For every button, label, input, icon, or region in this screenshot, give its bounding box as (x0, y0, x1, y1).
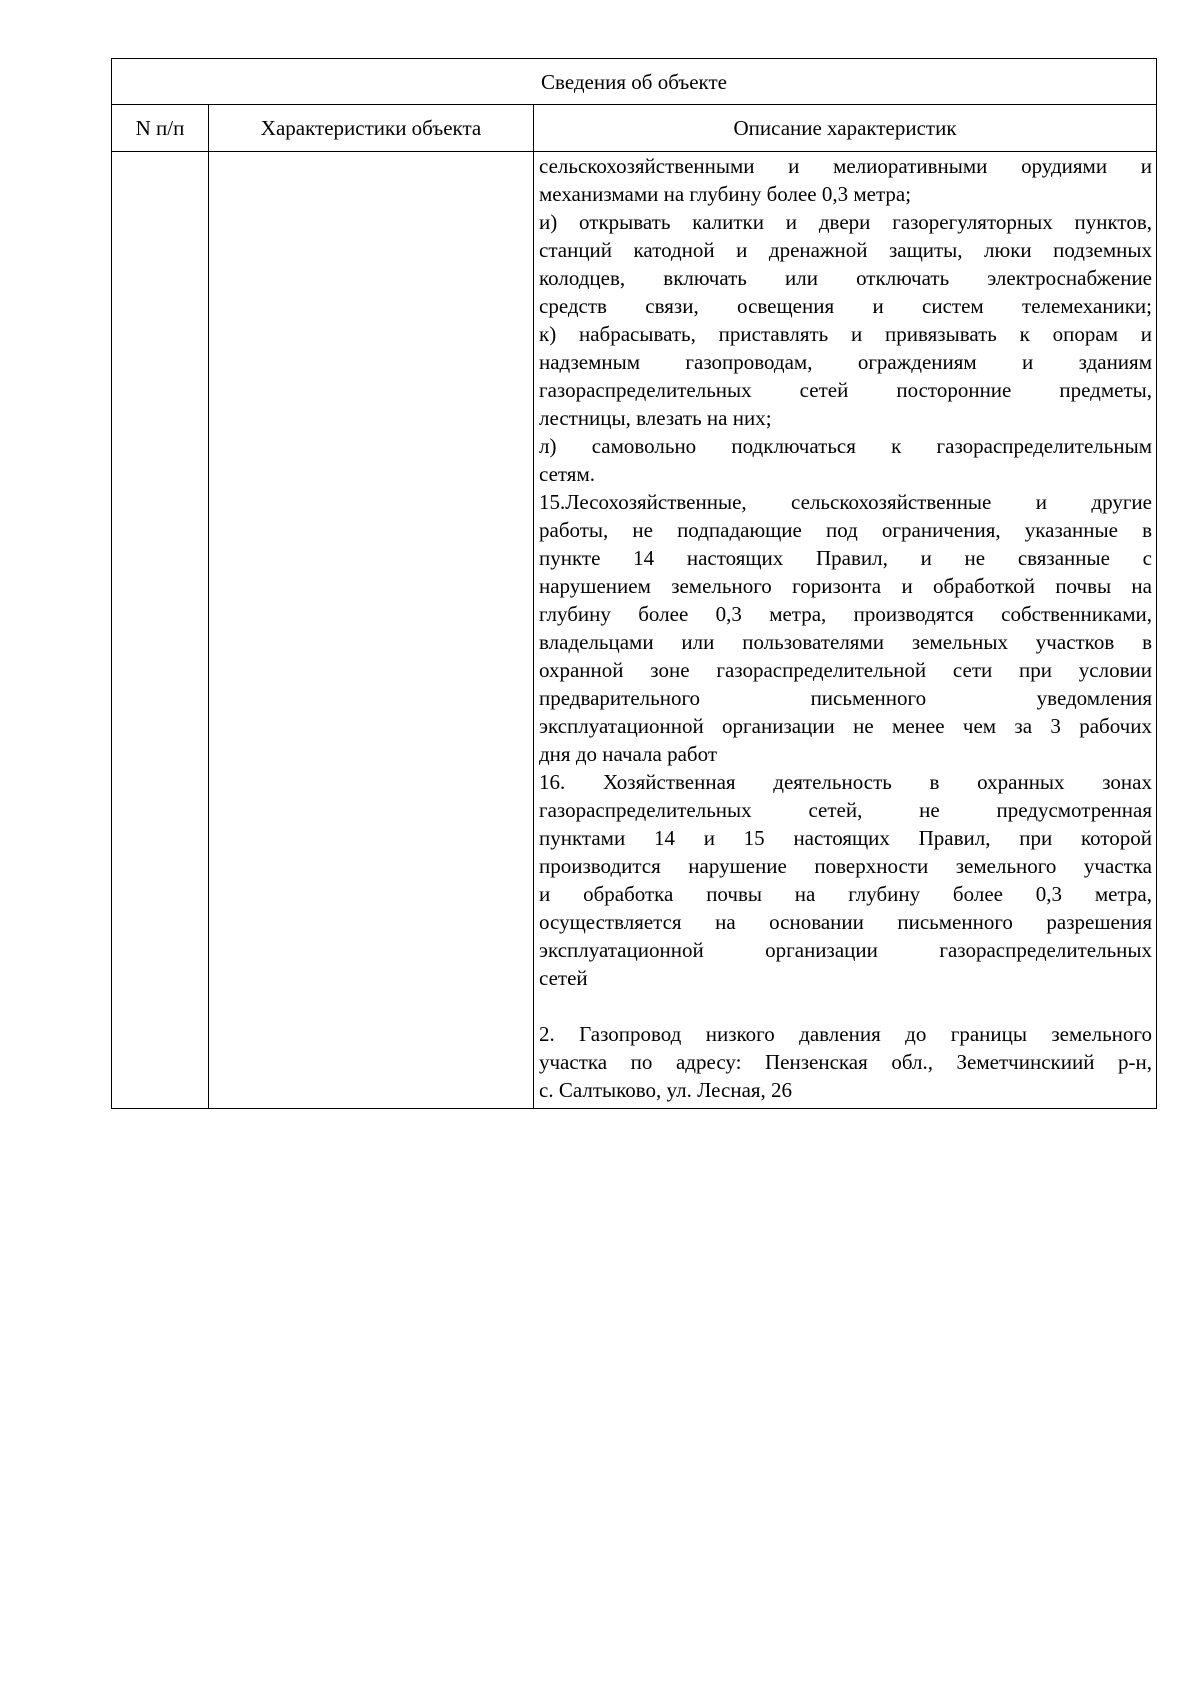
description-line: колодцев, включать или отключать электроснабжение (539, 266, 1152, 290)
description-line: дня до начала работ (539, 742, 718, 766)
table-title: Сведения об объекте (112, 59, 1157, 105)
description-line: л) самовольно подключаться к газораспределительным (539, 434, 1152, 458)
description-line: участка по адресу: Пензенская обл., Земетчинскиий р-н, (539, 1050, 1152, 1074)
description-line: 2. Газопровод низкого давления до границы земельного (539, 1022, 1152, 1046)
description-line: сельскохозяйственными и мелиоративными орудиями и (539, 154, 1152, 178)
table-row (112, 152, 1157, 1109)
table-title-row (112, 59, 1157, 105)
header-number: N п/п (112, 105, 209, 152)
row-description-cell (534, 152, 1157, 1109)
description-line: эксплуатационной организации газораспределительных (539, 938, 1152, 962)
description-line: газораспределительных сетей, не предусмотренная (539, 798, 1152, 822)
description-line: и) открывать калитки и двери газорегуляторных пунктов, (539, 210, 1152, 234)
description-line: и обработка почвы на глубину более 0,3 метра, (539, 882, 1152, 906)
description-line: глубину более 0,3 метра, производятся собственниками, (539, 602, 1152, 626)
description-line: лестницы, влезать на них; (539, 406, 772, 430)
description-line: с. Салтыково, ул. Лесная, 26 (539, 1078, 793, 1102)
description-line: 16. Хозяйственная деятельность в охранных зонах (539, 770, 1152, 794)
description-line: средств связи, освещения и систем телемеханики; (539, 294, 1152, 318)
object-info-table (111, 58, 1157, 1109)
description-line: охранной зоне газораспределительной сети при условии (539, 658, 1152, 682)
description-line: сетей (539, 966, 588, 990)
description-line: эксплуатационной организации не менее чем за 3 рабочих (539, 714, 1152, 738)
row-number-cell (112, 152, 209, 1109)
description-line: газораспределительных сетей посторонние предметы, (539, 378, 1152, 402)
description-line: сетям. (539, 462, 595, 486)
description-line: пункте 14 настоящих Правил, и не связанные с (539, 546, 1152, 570)
header-characteristics: Характеристики объекта (209, 105, 534, 152)
description-blank-line (539, 992, 1152, 1020)
description-line: предварительного письменного уведомления (539, 686, 1152, 710)
description-line: владельцами или пользователями земельных участков в (539, 630, 1152, 654)
description-line: надземным газопроводам, ограждениям и зданиям (539, 350, 1152, 374)
description-line: работы, не подпадающие под ограничения, указанные в (539, 518, 1152, 542)
header-description: Описание характеристик (534, 105, 1157, 152)
description-line: механизмами на глубину более 0,3 метра; (539, 182, 912, 206)
row-characteristics-cell (209, 152, 534, 1109)
description-line: производится нарушение поверхности земельного участка (539, 854, 1152, 878)
description-line: 15.Лесохозяйственные, сельскохозяйственные и другие (539, 490, 1152, 514)
description-line: осуществляется на основании письменного разрешения (539, 910, 1152, 934)
description-line: к) набрасывать, приставлять и привязывать к опорам и (539, 322, 1152, 346)
description-line: станций катодной и дренажной защиты, люки подземных (539, 238, 1152, 262)
table-header-row (112, 105, 1157, 152)
description-line: пунктами 14 и 15 настоящих Правил, при которой (539, 826, 1152, 850)
description-line: нарушением земельного горизонта и обработкой почвы на (539, 574, 1152, 598)
